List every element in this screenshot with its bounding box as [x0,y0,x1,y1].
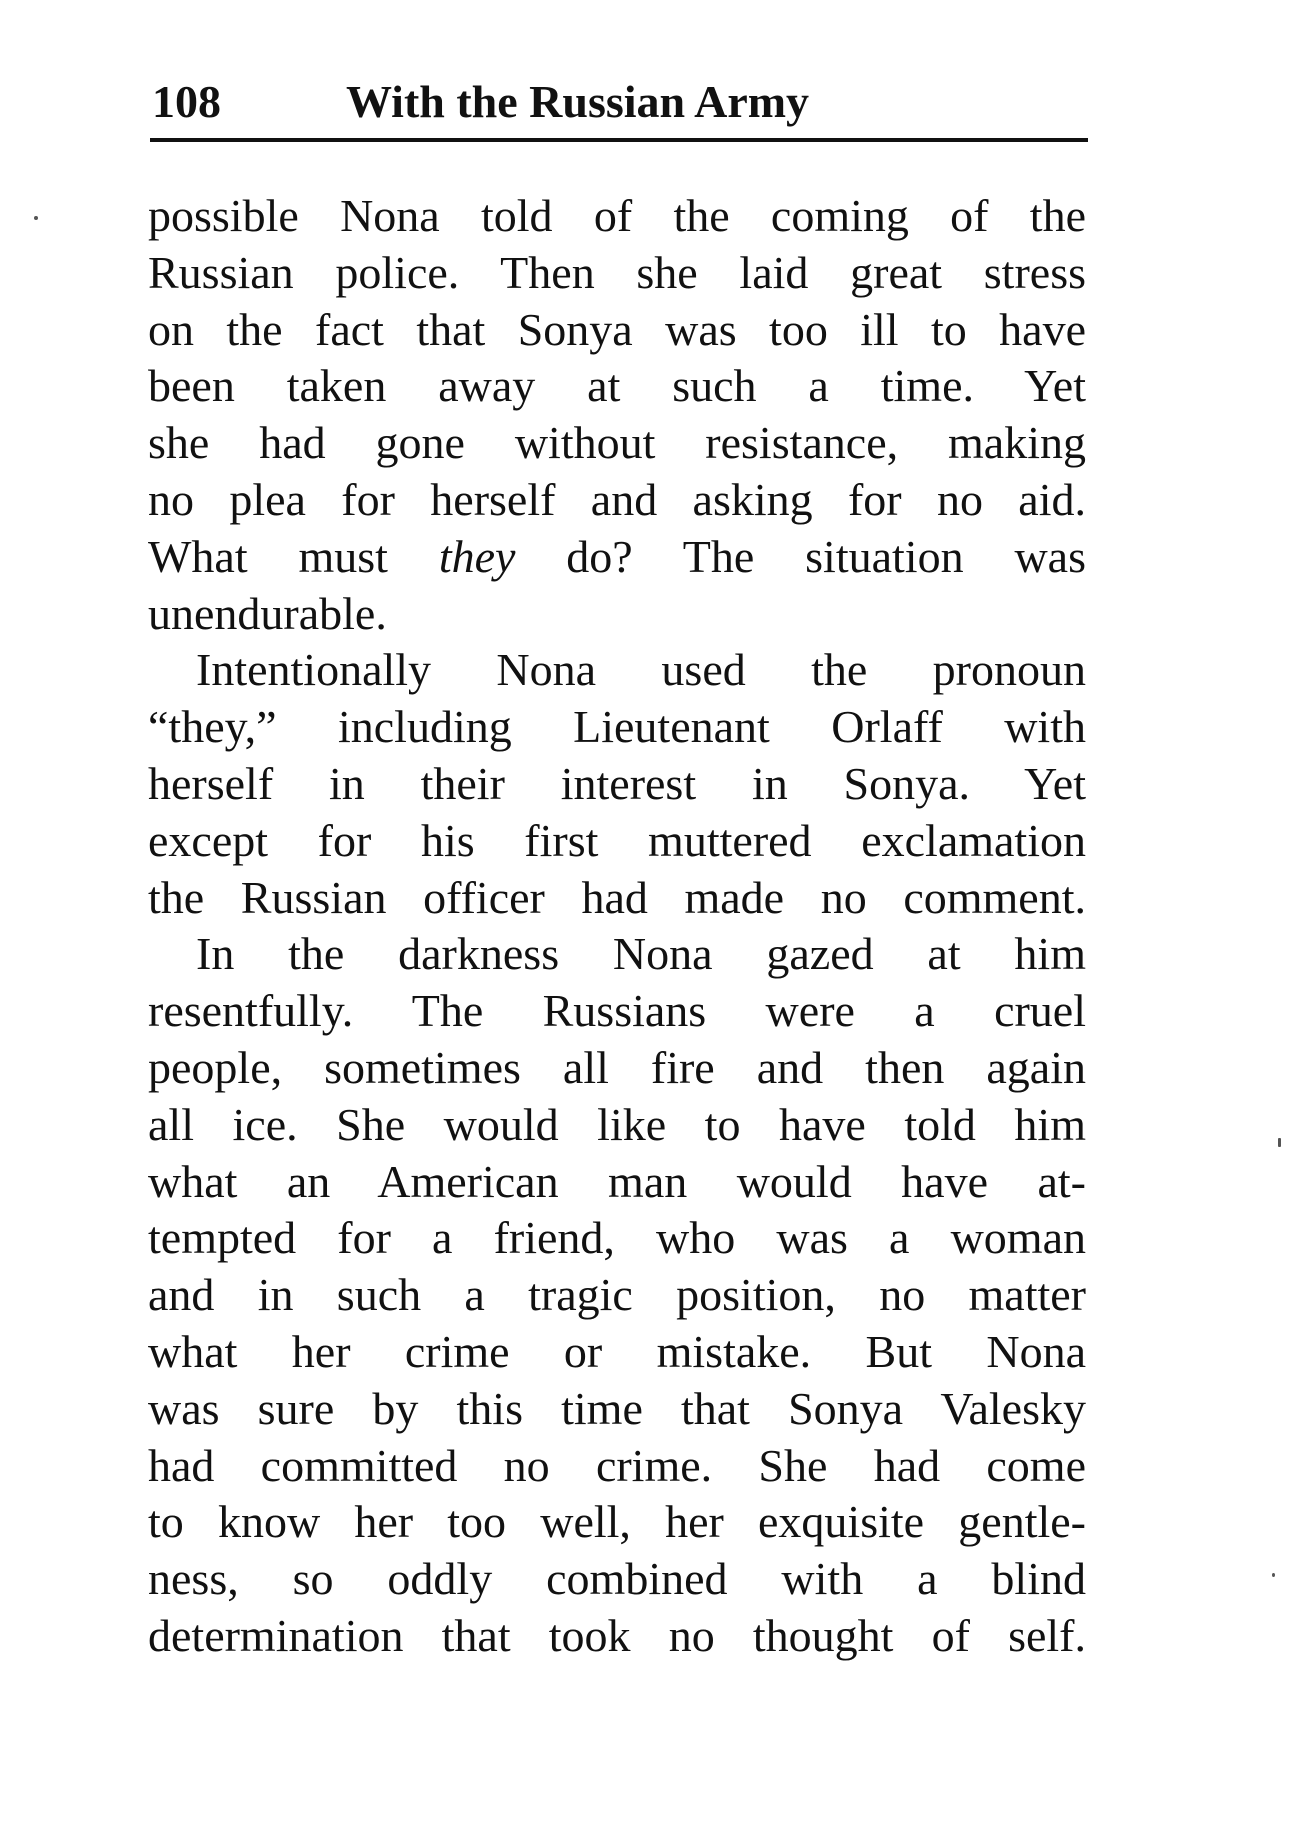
page-number: 108 [152,76,221,127]
text-line: ness, so oddly combined with a blind [148,1553,1086,1605]
text-line: been taken away at such a time. Yet [148,360,1086,412]
text-line: was sure by this time that Sonya Valesky [148,1382,1086,1434]
text-line: no plea for herself and asking for no aid. [148,473,1086,525]
text-line: resentfully. The Russians were a cruel [148,985,1086,1037]
text-line: what her crime or mistake. But Nona [148,1325,1086,1377]
text-line-with-italic [148,529,1086,586]
text-line: the Russian officer had made no comment. [148,871,1086,923]
text-line: possible Nona told of the coming of the [148,190,1086,241]
text-line: In the darkness Nona gazed at him [196,928,1086,980]
text-line: unendurable. [148,587,387,639]
text-segment: do? The situation was [515,530,1086,582]
text-line: tempted for a friend, who was a woman [148,1212,1086,1264]
text-line: and in such a tragic position, no matter [148,1269,1086,1321]
running-head: With the Russian Army [346,76,810,127]
scan-speck [1272,1573,1275,1577]
text-line: herself in their interest in Sonya. Yet [148,757,1086,809]
text-line: “they,” including Lieutenant Orlaff with [148,701,1086,753]
body-text [148,188,1086,1665]
header-rule [150,138,1088,142]
text-segment: What must [148,530,439,582]
text-line: Intentionally Nona used the pronoun [196,644,1086,696]
text-line: she had gone without resistance, making [148,417,1086,469]
scan-speck [34,216,38,220]
text-line: on the fact that Sonya was too ill to have [148,303,1086,355]
text-line: what an American man would have at- [148,1155,1086,1207]
italic-word: they [438,530,516,582]
text-line: to know her too well, her exquisite gentle- [148,1496,1086,1548]
text-line: Russian police. Then she laid great stress [148,246,1086,298]
scan-speck [1278,1138,1281,1147]
text-line: except for his first muttered exclamation [148,814,1086,866]
text-line: determination that took no thought of self. [148,1609,1086,1661]
text-line: people, sometimes all fire and then again [148,1041,1086,1093]
text-line: had committed no crime. She had come [148,1439,1086,1491]
text-line: all ice. She would like to have told him [148,1098,1086,1150]
page-header [148,72,1090,142]
